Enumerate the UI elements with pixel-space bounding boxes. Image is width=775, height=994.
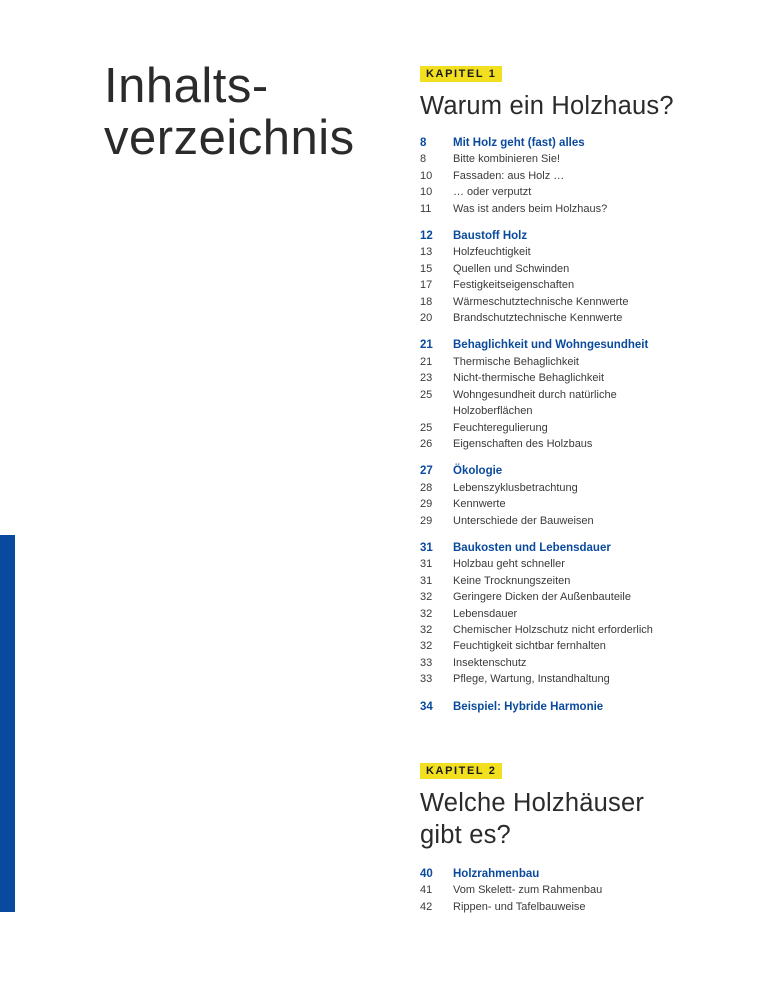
toc-entry-title: Bitte kombinieren Sie! bbox=[453, 153, 560, 166]
toc-page-number: 25 bbox=[420, 388, 433, 401]
toc-page-number: 33 bbox=[420, 656, 433, 669]
toc-section bbox=[420, 699, 674, 715]
toc-entry-title: Brandschutztechnische Kennwerte bbox=[453, 312, 623, 325]
toc-page-number: 32 bbox=[420, 640, 433, 653]
toc-section-title: Mit Holz geht (fast) alles bbox=[453, 137, 585, 149]
toc-entry-title: … oder verputzt bbox=[453, 186, 532, 199]
toc-page-number: 13 bbox=[420, 246, 433, 259]
toc-section bbox=[420, 463, 674, 529]
toc-section-heading[interactable] bbox=[420, 540, 674, 556]
toc-page-number: 29 bbox=[420, 498, 433, 511]
toc-entry[interactable] bbox=[420, 606, 674, 622]
toc-page-number: 34 bbox=[420, 700, 433, 713]
toc-page-number: 29 bbox=[420, 514, 433, 527]
toc-page-number: 31 bbox=[420, 574, 433, 587]
toc-entry-title: Holzoberflächen bbox=[453, 405, 533, 418]
toc-entry[interactable] bbox=[420, 655, 674, 671]
toc-section-title: Behaglichkeit und Wohngesundheit bbox=[453, 339, 649, 352]
chapter-2-title-line2: gibt es? bbox=[420, 821, 511, 849]
toc-section-heading[interactable] bbox=[420, 699, 674, 715]
toc-entry-title: Lebenszyklusbetrachtung bbox=[453, 481, 578, 494]
toc-page-number: 25 bbox=[420, 421, 433, 434]
toc-entry-title: Festigkeitseigenschaften bbox=[453, 279, 575, 292]
toc-entry[interactable] bbox=[420, 573, 674, 589]
page-title-line1: Inhalts- bbox=[104, 59, 269, 113]
toc-page-number: 11 bbox=[420, 202, 432, 215]
toc-page-number: 21 bbox=[420, 355, 433, 368]
toc-page-number: 10 bbox=[420, 186, 433, 199]
toc-entry-title: Rippen- und Tafelbauweise bbox=[453, 900, 586, 913]
toc-entry-title: Fassaden: aus Holz … bbox=[453, 169, 565, 182]
toc-section bbox=[420, 866, 644, 915]
chapter-1 bbox=[420, 64, 674, 726]
toc-entry-title: Kennwerte bbox=[453, 498, 506, 511]
toc-page-number: 10 bbox=[420, 169, 433, 182]
chapter-2-toc bbox=[420, 866, 644, 915]
page-title bbox=[104, 60, 355, 164]
chapter-2-label: KAPITEL 2 bbox=[420, 763, 502, 779]
toc-section bbox=[420, 135, 674, 217]
toc-entry-title: Nicht-thermische Behaglichkeit bbox=[453, 372, 605, 385]
toc-entry[interactable] bbox=[420, 589, 674, 605]
toc-page-number: 8 bbox=[420, 153, 427, 166]
toc-entry[interactable] bbox=[420, 310, 674, 326]
toc-page-number bbox=[420, 403, 453, 419]
toc-entry[interactable] bbox=[420, 436, 674, 452]
toc-entry[interactable] bbox=[420, 370, 674, 386]
toc-page-number: 21 bbox=[420, 339, 433, 352]
toc-entry-title: Vom Skelett- zum Rahmenbau bbox=[453, 884, 603, 897]
toc-page-number: 41 bbox=[420, 884, 433, 897]
toc-entry[interactable] bbox=[420, 151, 674, 167]
toc-page-number: 32 bbox=[420, 607, 433, 620]
toc-entry-title: Feuchtigkeit sichtbar fernhalten bbox=[453, 640, 606, 653]
toc-entry[interactable] bbox=[420, 420, 674, 436]
toc-entry[interactable] bbox=[420, 480, 674, 496]
toc-entry-title: Wärmeschutztechnische Kennwerte bbox=[453, 295, 629, 308]
toc-entry-title: Thermische Behaglichkeit bbox=[453, 355, 579, 368]
toc-entry[interactable] bbox=[420, 184, 674, 200]
toc-page-number: 31 bbox=[420, 558, 433, 571]
toc-section-heading[interactable] bbox=[420, 463, 674, 479]
toc-entry-title: Chemischer Holzschutz nicht erforderlich bbox=[453, 623, 653, 636]
toc-entry[interactable] bbox=[420, 277, 674, 293]
toc-entry[interactable] bbox=[420, 899, 644, 915]
chapter-2 bbox=[420, 761, 644, 926]
chapter-1-title: Warum ein Holzhaus? bbox=[420, 92, 674, 120]
toc-section-heading[interactable] bbox=[420, 135, 674, 151]
toc-section-title: Baukosten und Lebensdauer bbox=[453, 541, 611, 554]
toc-page-number: 28 bbox=[420, 481, 433, 494]
toc-entry-title: Pflege, Wartung, Instandhaltung bbox=[453, 673, 610, 686]
toc-section-heading[interactable] bbox=[420, 866, 644, 882]
toc-entry[interactable] bbox=[420, 354, 674, 370]
toc-entry-title: Lebensdauer bbox=[453, 607, 518, 620]
toc-page-number: 18 bbox=[420, 295, 433, 308]
toc-page-number: 40 bbox=[420, 868, 433, 880]
toc-entry[interactable] bbox=[420, 496, 674, 512]
toc-page-number: 32 bbox=[420, 623, 433, 636]
toc-section-title: Beispiel: Hybride Harmonie bbox=[453, 700, 604, 713]
toc-page-number: 42 bbox=[420, 900, 433, 913]
toc-entry[interactable] bbox=[420, 638, 674, 654]
toc-page-number: 20 bbox=[420, 312, 433, 325]
toc-entry-title: Keine Trocknungszeiten bbox=[453, 574, 571, 587]
toc-page-number: 32 bbox=[420, 591, 433, 604]
chapter-1-label: KAPITEL 1 bbox=[420, 66, 502, 82]
chapter-1-toc bbox=[420, 135, 674, 715]
toc-page-number: 26 bbox=[420, 437, 433, 450]
side-accent-bar bbox=[0, 535, 15, 912]
toc-page-number: 31 bbox=[420, 541, 433, 554]
toc-entry-title: Feuchteregulierung bbox=[453, 421, 548, 434]
toc-entry-title: Eigenschaften des Holzbaus bbox=[453, 437, 593, 450]
toc-section-heading[interactable] bbox=[420, 228, 674, 244]
toc-section-title: Baustoff Holz bbox=[453, 230, 528, 243]
toc-entry-title: Quellen und Schwinden bbox=[453, 262, 570, 275]
toc-section bbox=[420, 337, 674, 452]
toc-entry-title: Insektenschutz bbox=[453, 656, 527, 669]
toc-entry-title: Was ist anders beim Holzhaus? bbox=[453, 202, 608, 215]
toc-entry[interactable] bbox=[420, 556, 674, 572]
toc-page-number: 15 bbox=[420, 262, 433, 275]
toc-entry[interactable] bbox=[420, 403, 674, 419]
toc-page-number: 33 bbox=[420, 673, 433, 686]
toc-entry-title: Geringere Dicken der Außenbauteile bbox=[453, 591, 631, 604]
toc-section-title: Holzrahmenbau bbox=[453, 868, 540, 880]
chapter-2-title-line1: Welche Holzhäuser bbox=[420, 789, 645, 817]
toc-section bbox=[420, 540, 674, 688]
toc-page-number: 17 bbox=[420, 279, 433, 292]
toc-entry[interactable] bbox=[420, 513, 674, 529]
toc-entry-title: Unterschiede der Bauweisen bbox=[453, 514, 594, 527]
toc-entry[interactable] bbox=[420, 387, 674, 403]
toc-section-title: Ökologie bbox=[453, 465, 503, 478]
toc-page-number: 8 bbox=[420, 137, 427, 149]
toc-page-number: 23 bbox=[420, 372, 433, 385]
toc-page-number: 12 bbox=[420, 230, 433, 243]
toc-entry-title: Holzbau geht schneller bbox=[453, 558, 565, 571]
toc-section bbox=[420, 228, 674, 326]
toc-entry[interactable] bbox=[420, 622, 674, 638]
toc-entry[interactable] bbox=[420, 168, 674, 184]
toc-entry[interactable] bbox=[420, 882, 644, 898]
page-title-line2: verzeichnis bbox=[104, 111, 355, 165]
toc-entry[interactable] bbox=[420, 671, 674, 687]
toc-entry-title: Wohngesundheit durch natürliche bbox=[453, 388, 617, 401]
toc-entry[interactable] bbox=[420, 201, 674, 217]
toc-entry[interactable] bbox=[420, 244, 674, 260]
toc-entry[interactable] bbox=[420, 261, 674, 277]
toc-page-number: 27 bbox=[420, 465, 433, 478]
chapter-2-title bbox=[420, 787, 644, 851]
toc-entry[interactable] bbox=[420, 294, 674, 310]
toc-section-heading[interactable] bbox=[420, 337, 674, 353]
toc-entry-title: Holzfeuchtigkeit bbox=[453, 246, 531, 259]
